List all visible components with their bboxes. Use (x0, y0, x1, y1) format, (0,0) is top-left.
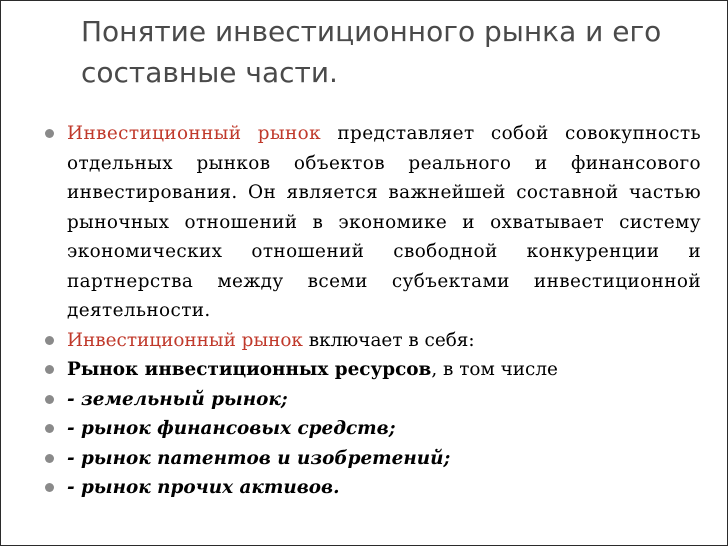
bullet-dot-icon (45, 424, 54, 433)
bullet-dot-icon (45, 454, 54, 463)
sub-market-item: - рынок финансовых средств; (67, 418, 396, 439)
list-item (45, 119, 701, 326)
sub-market-item: - земельный рынок; (67, 388, 288, 410)
sub-market-item: - рынок прочих активов. (67, 477, 340, 498)
list-item (45, 473, 701, 503)
list-item (45, 385, 701, 415)
item-text: включает в себя: (302, 329, 475, 351)
bullet-dot-icon (45, 129, 54, 138)
list-item (45, 444, 701, 474)
highlight-term: Инвестиционный рынок (67, 329, 303, 351)
item-text: представляет собой совокупность отдельных рынков объектов реального и финансового инвестирования. Он является важнейшей составной частью рыночных отношений в экономике и охватывает систему экономических отношений свободной конкуренции и партнерства между всеми субъектами инвестиционной деятельности. (67, 123, 701, 321)
bullet-dot-icon (45, 365, 54, 374)
list-item (45, 326, 701, 356)
item-text: , в том числе (431, 359, 558, 380)
highlight-term: Инвестиционный рынок (67, 123, 322, 144)
list-item (45, 355, 701, 385)
sub-market-item: - рынок патентов и изобретений; (67, 447, 451, 469)
bullet-dot-icon (45, 483, 54, 492)
bullet-list (45, 119, 701, 503)
bold-term: Рынок инвестиционных ресурсов (67, 359, 432, 380)
slide-title: Понятие инвестиционного рынка и его составные части. (81, 15, 662, 89)
bullet-dot-icon (45, 336, 54, 345)
list-item (45, 414, 701, 444)
bullet-dot-icon (45, 395, 54, 404)
